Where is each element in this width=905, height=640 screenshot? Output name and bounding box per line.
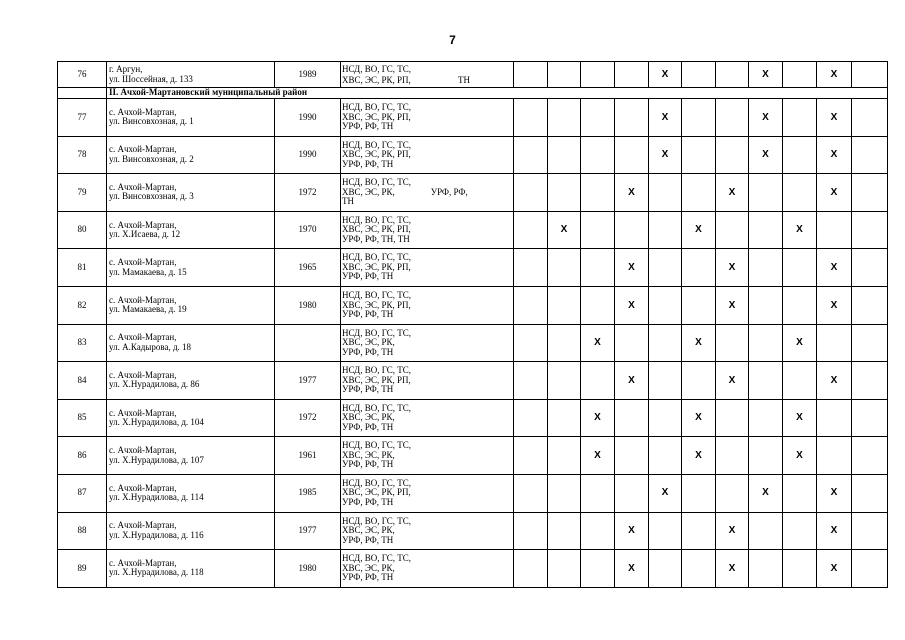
district-header-row bbox=[58, 88, 888, 99]
systems-line-1: НСД, ВО, ГС, ТС, bbox=[342, 177, 412, 188]
mark-cell: X bbox=[581, 437, 615, 475]
year-cell: 1970 bbox=[275, 211, 341, 249]
mark-cell bbox=[649, 174, 682, 212]
table-row bbox=[58, 99, 888, 137]
mark-cell bbox=[682, 474, 716, 512]
systems-line-1: НСД, ВО, ГС, ТС, bbox=[342, 102, 412, 113]
mark-cell bbox=[649, 512, 682, 550]
mark-cell bbox=[514, 249, 548, 287]
systems-line-2: ХВС, ЭС, РК, РП, bbox=[342, 374, 411, 385]
systems-line-2: ХВС, ЭС, РК, РП, bbox=[342, 224, 411, 235]
mark-cell: X bbox=[817, 550, 852, 588]
address-line-1: с. Ачхой-Мартан, bbox=[109, 294, 177, 305]
address-line-1: с. Ачхой-Мартан, bbox=[109, 144, 177, 155]
address-line-1: с. Ачхой-Мартан, bbox=[109, 219, 177, 230]
mark-cell: X bbox=[649, 62, 682, 88]
systems-line-2: ХВС, ЭС, РК, РП, bbox=[342, 149, 411, 160]
mark-cell bbox=[514, 174, 548, 212]
mark-cell bbox=[581, 62, 615, 88]
mark-cell bbox=[682, 174, 716, 212]
mark-cell bbox=[749, 174, 783, 212]
systems-cell bbox=[341, 550, 514, 588]
mark-cell: X bbox=[615, 550, 649, 588]
systems-line-2: ХВС, ЭС, РК, bbox=[342, 412, 395, 423]
table-row bbox=[58, 211, 888, 249]
year-cell: 1965 bbox=[275, 249, 341, 287]
address-line-1: с. Ачхой-Мартан, bbox=[109, 106, 177, 117]
mark-cell bbox=[514, 512, 548, 550]
row-number: 80 bbox=[58, 211, 107, 249]
systems-cell bbox=[341, 474, 514, 512]
table-row bbox=[58, 474, 888, 512]
systems-line-3: УРФ, РФ, ТН bbox=[342, 534, 394, 545]
row-number: 85 bbox=[58, 399, 107, 437]
mark-cell bbox=[817, 324, 852, 362]
systems-cell bbox=[341, 174, 514, 212]
mark-cell bbox=[783, 550, 817, 588]
systems-cell bbox=[341, 136, 514, 174]
mark-cell bbox=[514, 437, 548, 475]
systems-line-3: УРФ, РФ, ТН bbox=[342, 309, 394, 320]
mark-cell: X bbox=[716, 550, 749, 588]
systems-line-3: УРФ, РФ, ТН bbox=[342, 496, 394, 507]
mark-cell: X bbox=[817, 62, 852, 88]
mark-cell: X bbox=[649, 136, 682, 174]
mark-cell: X bbox=[581, 399, 615, 437]
mark-cell: X bbox=[615, 286, 649, 324]
mark-cell bbox=[852, 136, 888, 174]
systems-line-2: ХВС, ЭС, РК, bbox=[342, 525, 395, 536]
row-number: 77 bbox=[58, 99, 107, 137]
year-cell bbox=[275, 324, 341, 362]
address-line-1: с. Ачхой-Мартан, bbox=[109, 369, 177, 380]
mark-cell: X bbox=[615, 174, 649, 212]
mark-cell bbox=[514, 211, 548, 249]
address-line-1: с. Ачхой-Мартан, bbox=[109, 181, 177, 192]
mark-cell: X bbox=[548, 211, 581, 249]
mark-cell: X bbox=[649, 474, 682, 512]
mark-cell: X bbox=[682, 324, 716, 362]
address-cell bbox=[107, 362, 275, 400]
row-number: 82 bbox=[58, 286, 107, 324]
address-line-2: ул. Винсовхозная, д. 3 bbox=[109, 191, 194, 202]
mark-cell: X bbox=[817, 249, 852, 287]
year-cell: 1980 bbox=[275, 550, 341, 588]
mark-cell bbox=[852, 211, 888, 249]
mark-cell: X bbox=[716, 362, 749, 400]
mark-cell bbox=[716, 136, 749, 174]
year-cell: 1990 bbox=[275, 136, 341, 174]
mark-cell bbox=[817, 437, 852, 475]
systems-line-2: ХВС, ЭС, РК, bbox=[342, 562, 395, 573]
mark-cell bbox=[852, 286, 888, 324]
year-cell: 1977 bbox=[275, 362, 341, 400]
mark-cell bbox=[615, 324, 649, 362]
page-number: 7 bbox=[449, 33, 456, 47]
mark-cell bbox=[615, 62, 649, 88]
systems-line-3: УРФ, РФ, ТН bbox=[342, 271, 394, 282]
mark-cell: X bbox=[749, 62, 783, 88]
row-number: 79 bbox=[58, 174, 107, 212]
systems-line-1: НСД, ВО, ГС, ТС, bbox=[342, 290, 412, 301]
year-cell: 1985 bbox=[275, 474, 341, 512]
mark-cell bbox=[716, 211, 749, 249]
row-number: 86 bbox=[58, 437, 107, 475]
mark-cell: X bbox=[581, 324, 615, 362]
year-cell: 1977 bbox=[275, 512, 341, 550]
mark-cell bbox=[783, 286, 817, 324]
address-line-2: ул. Мамакаева, д. 19 bbox=[109, 304, 187, 315]
mark-cell bbox=[852, 324, 888, 362]
mark-cell bbox=[548, 286, 581, 324]
address-line-1: с. Ачхой-Мартан, bbox=[109, 482, 177, 493]
mark-cell bbox=[852, 512, 888, 550]
mark-cell bbox=[581, 512, 615, 550]
mark-cell bbox=[581, 474, 615, 512]
address-cell bbox=[107, 399, 275, 437]
address-cell bbox=[107, 286, 275, 324]
systems-line-3: УРФ, РФ, ТН bbox=[342, 346, 394, 357]
mark-cell bbox=[749, 211, 783, 249]
mark-cell bbox=[514, 324, 548, 362]
row-number: 84 bbox=[58, 362, 107, 400]
table-row bbox=[58, 62, 888, 88]
systems-line-3: УРФ, РФ, ТН bbox=[342, 572, 394, 583]
table-row bbox=[58, 286, 888, 324]
mark-cell bbox=[682, 550, 716, 588]
systems-line-1: НСД, ВО, ГС, ТС, bbox=[342, 252, 412, 263]
systems-line-2: ХВС, ЭС, РК, РП, bbox=[342, 261, 411, 272]
row-number: 88 bbox=[58, 512, 107, 550]
mark-cell bbox=[548, 437, 581, 475]
systems-line-2: ХВС, ЭС, РК, УРФ, РФ, bbox=[342, 186, 468, 197]
year-cell: 1972 bbox=[275, 174, 341, 212]
mark-cell: X bbox=[716, 286, 749, 324]
systems-line-1: НСД, ВО, ГС, ТС, bbox=[342, 214, 412, 225]
mark-cell bbox=[682, 62, 716, 88]
mark-cell bbox=[514, 99, 548, 137]
mark-cell bbox=[682, 512, 716, 550]
mark-cell bbox=[548, 362, 581, 400]
buildings-table bbox=[57, 61, 888, 588]
systems-line-3: УРФ, РФ, ТН bbox=[342, 384, 394, 395]
systems-cell bbox=[341, 324, 514, 362]
address-line-2: ул. А.Кадырова, д. 18 bbox=[109, 341, 192, 352]
systems-line-3: УРФ, РФ, ТН bbox=[342, 158, 394, 169]
mark-cell: X bbox=[817, 286, 852, 324]
mark-cell bbox=[649, 550, 682, 588]
mark-cell bbox=[615, 136, 649, 174]
mark-cell bbox=[548, 550, 581, 588]
mark-cell: X bbox=[783, 437, 817, 475]
systems-line-1: НСД, ВО, ГС, ТС, bbox=[342, 440, 412, 451]
mark-cell bbox=[548, 136, 581, 174]
systems-line-3: УРФ, РФ, ТН bbox=[342, 459, 394, 470]
table-row bbox=[58, 362, 888, 400]
systems-line-2: ХВС, ЭС, РК, bbox=[342, 337, 395, 348]
mark-cell bbox=[548, 512, 581, 550]
address-line-2: ул. Винсовхозная, д. 2 bbox=[109, 153, 194, 164]
mark-cell bbox=[682, 136, 716, 174]
address-line-1: с. Ачхой-Мартан, bbox=[109, 332, 177, 343]
mark-cell bbox=[615, 399, 649, 437]
address-line-1: с. Ачхой-Мартан, bbox=[109, 257, 177, 268]
mark-cell bbox=[852, 399, 888, 437]
systems-line-2: ХВС, ЭС, РК, РП, ТН bbox=[342, 74, 470, 85]
address-cell bbox=[107, 136, 275, 174]
mark-cell bbox=[649, 249, 682, 287]
address-line-2: ул. Х.Нурадилова, д. 116 bbox=[109, 529, 204, 540]
mark-cell: X bbox=[783, 211, 817, 249]
mark-cell bbox=[548, 174, 581, 212]
row-number: 78 bbox=[58, 136, 107, 174]
mark-cell bbox=[514, 362, 548, 400]
mark-cell bbox=[749, 437, 783, 475]
mark-cell bbox=[649, 324, 682, 362]
mark-cell: X bbox=[749, 136, 783, 174]
table-row bbox=[58, 324, 888, 362]
address-cell bbox=[107, 62, 275, 88]
address-cell bbox=[107, 512, 275, 550]
mark-cell: X bbox=[615, 249, 649, 287]
year-cell: 1990 bbox=[275, 99, 341, 137]
address-line-1: с. Ачхой-Мартан, bbox=[109, 557, 177, 568]
systems-line-2: ХВС, ЭС, РК, РП, bbox=[342, 487, 411, 498]
address-line-2: ул. Х.Исаева, д. 12 bbox=[109, 229, 181, 240]
address-line-2: ул. Винсовхозная, д. 1 bbox=[109, 116, 194, 127]
mark-cell bbox=[783, 174, 817, 212]
table-row bbox=[58, 399, 888, 437]
mark-cell bbox=[581, 99, 615, 137]
year-cell: 1980 bbox=[275, 286, 341, 324]
mark-cell bbox=[514, 474, 548, 512]
address-line-2: ул. Х.Нурадилова, д. 86 bbox=[109, 379, 200, 390]
table-row bbox=[58, 249, 888, 287]
mark-cell: X bbox=[716, 174, 749, 212]
mark-cell bbox=[682, 286, 716, 324]
address-line-1: с. Ачхой-Мартан, bbox=[109, 520, 177, 531]
mark-cell bbox=[749, 550, 783, 588]
mark-cell bbox=[817, 211, 852, 249]
mark-cell bbox=[514, 62, 548, 88]
systems-cell bbox=[341, 362, 514, 400]
mark-cell bbox=[852, 99, 888, 137]
mark-cell bbox=[581, 249, 615, 287]
mark-cell bbox=[716, 437, 749, 475]
mark-cell bbox=[581, 136, 615, 174]
address-line-2: ул. Х.Нурадилова, д. 118 bbox=[109, 567, 204, 578]
address-line-1: г. Аргун, bbox=[109, 64, 143, 74]
mark-cell bbox=[548, 399, 581, 437]
year-cell: 1989 bbox=[275, 62, 341, 88]
mark-cell bbox=[852, 174, 888, 212]
mark-cell: X bbox=[817, 136, 852, 174]
systems-line-3: ТН bbox=[342, 196, 354, 207]
systems-cell bbox=[341, 512, 514, 550]
address-cell bbox=[107, 211, 275, 249]
systems-cell bbox=[341, 437, 514, 475]
address-line-1: с. Ачхой-Мартан, bbox=[109, 445, 177, 456]
systems-line-2: ХВС, ЭС, РК, bbox=[342, 449, 395, 460]
systems-cell bbox=[341, 99, 514, 137]
systems-cell bbox=[341, 62, 514, 88]
mark-cell: X bbox=[682, 437, 716, 475]
row-number: 89 bbox=[58, 550, 107, 588]
mark-cell bbox=[749, 399, 783, 437]
systems-line-3: УРФ, РФ, ТН, ТН bbox=[342, 233, 410, 244]
mark-cell bbox=[581, 211, 615, 249]
mark-cell bbox=[852, 437, 888, 475]
mark-cell bbox=[783, 62, 817, 88]
year-cell: 1972 bbox=[275, 399, 341, 437]
systems-line-1: НСД, ВО, ГС, ТС, bbox=[342, 402, 412, 413]
mark-cell: X bbox=[817, 362, 852, 400]
systems-line-1: НСД, ВО, ГС, ТС, bbox=[342, 553, 412, 564]
mark-cell: X bbox=[649, 99, 682, 137]
systems-line-3: УРФ, РФ, ТН bbox=[342, 421, 394, 432]
mark-cell bbox=[749, 249, 783, 287]
systems-line-2: ХВС, ЭС, РК, РП, bbox=[342, 111, 411, 122]
address-line-2: ул. Мамакаева, д. 15 bbox=[109, 266, 187, 277]
systems-cell bbox=[341, 211, 514, 249]
mark-cell: X bbox=[783, 399, 817, 437]
systems-cell bbox=[341, 399, 514, 437]
mark-cell bbox=[783, 249, 817, 287]
mark-cell bbox=[716, 62, 749, 88]
mark-cell bbox=[749, 324, 783, 362]
mark-cell bbox=[649, 362, 682, 400]
address-cell bbox=[107, 550, 275, 588]
mark-cell: X bbox=[716, 512, 749, 550]
mark-cell bbox=[783, 362, 817, 400]
systems-cell bbox=[341, 286, 514, 324]
mark-cell bbox=[682, 99, 716, 137]
mark-cell bbox=[783, 474, 817, 512]
mark-cell bbox=[682, 249, 716, 287]
row-number: 76 bbox=[58, 62, 107, 88]
address-line-2: ул. Х.Нурадилова, д. 114 bbox=[109, 492, 204, 503]
mark-cell bbox=[615, 437, 649, 475]
mark-cell: X bbox=[783, 324, 817, 362]
mark-cell bbox=[548, 474, 581, 512]
address-line-1: с. Ачхой-Мартан, bbox=[109, 407, 177, 418]
address-cell bbox=[107, 474, 275, 512]
address-cell bbox=[107, 437, 275, 475]
empty-cell bbox=[58, 88, 107, 99]
mark-cell bbox=[649, 399, 682, 437]
mark-cell bbox=[514, 399, 548, 437]
mark-cell bbox=[716, 474, 749, 512]
table-row bbox=[58, 512, 888, 550]
address-cell bbox=[107, 99, 275, 137]
mark-cell bbox=[749, 362, 783, 400]
mark-cell: X bbox=[682, 211, 716, 249]
mark-cell bbox=[682, 362, 716, 400]
mark-cell bbox=[649, 286, 682, 324]
mark-cell: X bbox=[817, 512, 852, 550]
mark-cell: X bbox=[615, 512, 649, 550]
systems-line-2: ХВС, ЭС, РК, РП, bbox=[342, 299, 411, 310]
table-row bbox=[58, 437, 888, 475]
mark-cell bbox=[716, 99, 749, 137]
row-number: 81 bbox=[58, 249, 107, 287]
mark-cell: X bbox=[817, 474, 852, 512]
table-row bbox=[58, 174, 888, 212]
mark-cell bbox=[783, 99, 817, 137]
address-cell bbox=[107, 249, 275, 287]
mark-cell bbox=[514, 286, 548, 324]
address-cell bbox=[107, 174, 275, 212]
mark-cell: X bbox=[682, 399, 716, 437]
district-header: II. Ачхой-Мартановский муниципальный район bbox=[107, 88, 888, 99]
table-row bbox=[58, 136, 888, 174]
mark-cell bbox=[548, 99, 581, 137]
mark-cell bbox=[649, 211, 682, 249]
year-cell: 1961 bbox=[275, 437, 341, 475]
systems-cell bbox=[341, 249, 514, 287]
mark-cell: X bbox=[749, 99, 783, 137]
address-line-2: ул. Х.Нурадилова, д. 107 bbox=[109, 454, 204, 465]
systems-line-1: НСД, ВО, ГС, ТС, bbox=[342, 365, 412, 376]
systems-line-1: НСД, ВО, ГС, ТС, bbox=[342, 139, 412, 150]
mark-cell bbox=[548, 324, 581, 362]
mark-cell bbox=[581, 550, 615, 588]
mark-cell bbox=[783, 136, 817, 174]
mark-cell: X bbox=[615, 362, 649, 400]
address-cell bbox=[107, 324, 275, 362]
mark-cell: X bbox=[817, 99, 852, 137]
mark-cell bbox=[581, 362, 615, 400]
mark-cell bbox=[581, 174, 615, 212]
mark-cell bbox=[817, 399, 852, 437]
systems-line-1: НСД, ВО, ГС, ТС, bbox=[342, 515, 412, 526]
mark-cell bbox=[716, 399, 749, 437]
mark-cell bbox=[615, 474, 649, 512]
mark-cell bbox=[548, 62, 581, 88]
mark-cell: X bbox=[749, 474, 783, 512]
systems-line-3: УРФ, РФ, ТН bbox=[342, 121, 394, 132]
mark-cell bbox=[514, 550, 548, 588]
mark-cell bbox=[615, 99, 649, 137]
address-line-2: ул. Х.Нурадилова, д. 104 bbox=[109, 417, 204, 428]
mark-cell bbox=[649, 437, 682, 475]
mark-cell bbox=[852, 62, 888, 88]
mark-cell bbox=[581, 286, 615, 324]
row-number: 87 bbox=[58, 474, 107, 512]
address-line-2: ул. Шоссейная, д. 133 bbox=[109, 73, 193, 84]
mark-cell bbox=[615, 211, 649, 249]
mark-cell bbox=[852, 550, 888, 588]
mark-cell bbox=[716, 324, 749, 362]
mark-cell: X bbox=[716, 249, 749, 287]
systems-line-1: НСД, ВО, ГС, ТС, bbox=[342, 327, 412, 338]
systems-line-1: НСД, ВО, ГС, ТС, bbox=[342, 63, 412, 74]
mark-cell bbox=[749, 512, 783, 550]
mark-cell bbox=[548, 249, 581, 287]
row-number: 83 bbox=[58, 324, 107, 362]
mark-cell: X bbox=[817, 174, 852, 212]
systems-line-1: НСД, ВО, ГС, ТС, bbox=[342, 477, 412, 488]
table-row bbox=[58, 550, 888, 588]
mark-cell bbox=[514, 136, 548, 174]
mark-cell bbox=[852, 249, 888, 287]
mark-cell bbox=[852, 362, 888, 400]
mark-cell bbox=[749, 286, 783, 324]
mark-cell bbox=[783, 512, 817, 550]
mark-cell bbox=[852, 474, 888, 512]
